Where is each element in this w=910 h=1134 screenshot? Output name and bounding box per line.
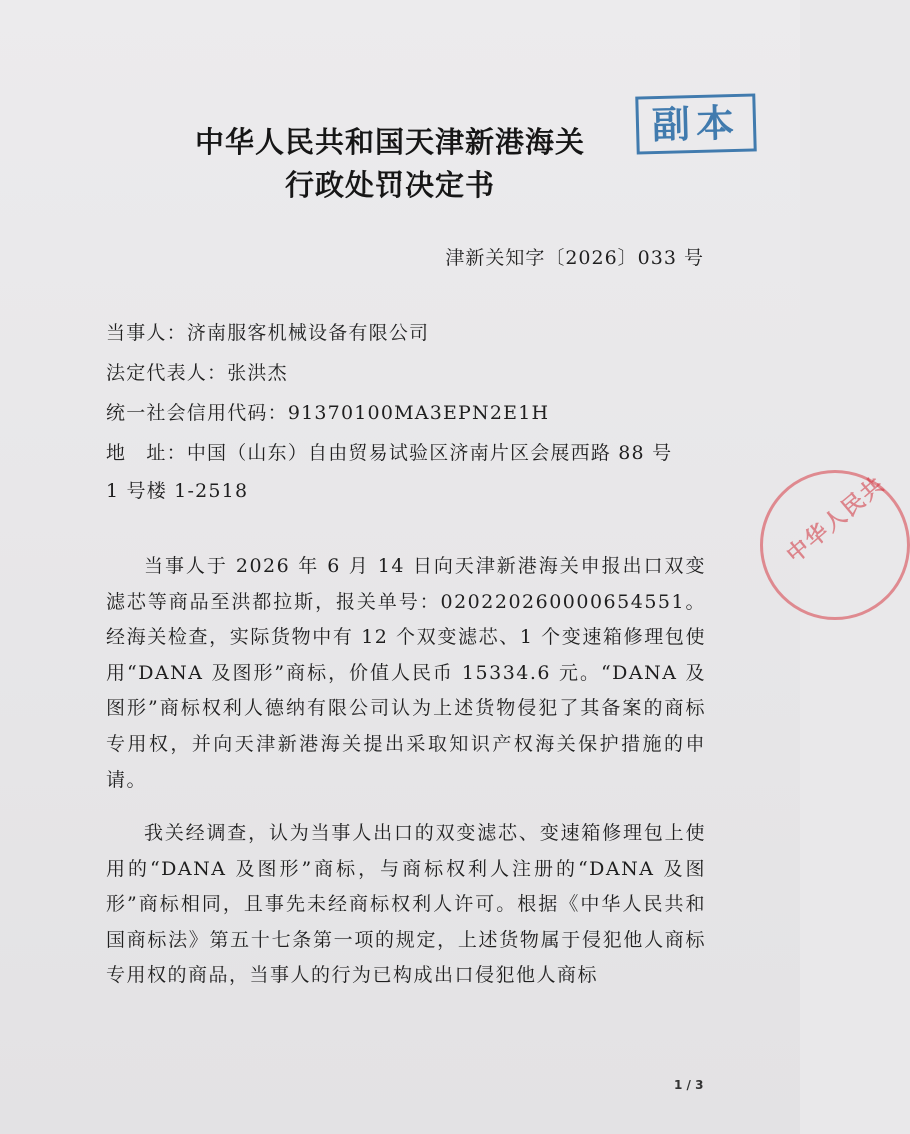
- address-row-continued: [106, 476, 248, 503]
- legal-rep-label: 法定代表人：: [106, 362, 228, 384]
- body-paragraph-2: 我关经调查，认为当事人出口的双变滤芯、变速箱修理包上使用的“DANA 及图形”商标，与商标权利人注册的“DANA 及图形”商标相同，且事先未经商标权利人许可。根据《中华人民共和国商标法》第五十七条第一项的规定，上述货物属于侵犯他人商标专用权的商品，当事人的行为已构成出口侵犯他人商标: [106, 822, 706, 987]
- body-paragraph-1: 当事人于 2026 年 6 月 14 日向天津新港海关申报出口双变滤芯等商品至洪都拉斯，报关单号：020220260000654551。经海关检查，实际货物中有 12 个双变滤芯、1 个变速箱修理包使用“DANA 及图形”商标，价值人民币 15334.6 元。“DANA 及图形”商标权利人德纳有限公司认为上述货物侵犯了其备案的商标专用权，并向天津新港海关提出采取知识产权海关保护措施的申请。: [106, 555, 706, 791]
- credit-code-label: 统一社会信用代码：: [106, 402, 288, 424]
- page-indicator: 1 / 3: [674, 1078, 704, 1092]
- copy-stamp: 副本: [635, 93, 756, 154]
- document-number: 津新关知字〔2026〕033 号: [445, 247, 704, 269]
- legal-rep-row: [106, 358, 288, 385]
- party-name: 济南服客机械设备有限公司: [186, 322, 430, 344]
- party-name-label: 当事人：: [106, 322, 187, 344]
- address-line2: 1 号楼 1-2518: [106, 480, 249, 502]
- legal-rep: 张洪杰: [227, 362, 288, 384]
- address-label: 地 址：: [106, 442, 187, 464]
- document-title-line2: 行政处罚决定书: [284, 168, 495, 202]
- document-title-line1: 中华人民共和国天津新港海关: [194, 125, 585, 159]
- credit-code: 91370100MA3EPN2E1H: [287, 402, 550, 424]
- address-row: [106, 438, 672, 465]
- party-name-row: [106, 318, 429, 345]
- credit-code-row: [106, 398, 549, 425]
- seal-text: 中华人民共: [781, 471, 891, 569]
- address-line1: 中国（山东）自由贸易试验区济南片区会展西路 88 号: [186, 442, 673, 464]
- official-seal: [760, 470, 910, 620]
